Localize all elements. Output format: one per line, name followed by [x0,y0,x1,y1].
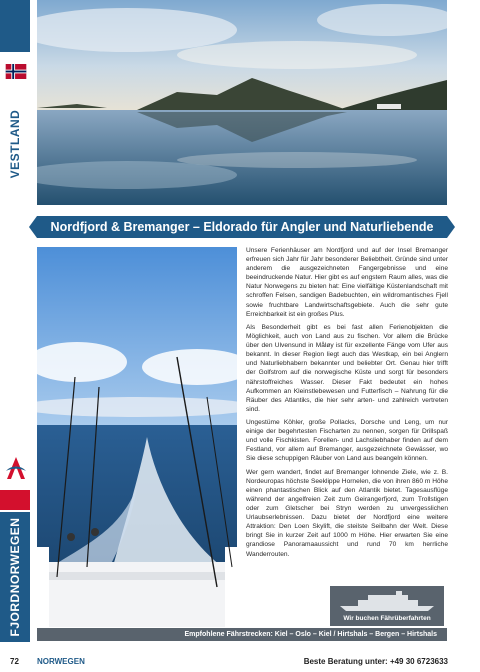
fishing-boat-photo [37,247,237,627]
article-paragraph: Ungestüme Köhler, große Pollacks, Dorsche und Leng, um nur einige der begehrtesten Fischarten zu nennen, sorgen für Drillspaß und volle Fischkisten. Forellen- und Lachsliebhaber finden auf dem Festland, vor allem auf Bremanger, ausgezeichnete Gewässer, wo Sie diese schuppigen Räuber von Land aus beangeln können. [246,419,448,463]
ferry-booking-box[interactable] [330,586,444,626]
ferry-routes-bar [37,628,447,641]
region-label-bottom [0,512,30,642]
article-title: Nordfjord & Bremanger – Eldorado für Angler und Naturliebende [50,220,434,234]
article-paragraph: Wer gern wandert, findet auf Bremanger lohnende Ziele, wie z. B. Nordeuropas höchste Seeklippe Hornelen, die von ihren 860 m Höhe einen phantastischen Blick auf den Atlantik bietet. Tagesausflüge während der angelfreien Zeit zum Geirangerfjord, zum Trollstigen oder zum Gletscher bei Stryn werden zu unvergesslichen Urlaubserlebnissen. Dazu bietet der Nordfjord eine weitere Attraktion: Den Loen Skylift, die steilste Seilbahn der Welt. Diese bringt Sie in kurzer Zeit auf 1000 m Höhe. Hier erwarten Sie eine grandiose Panoramaaussicht und rund 70 km herrliche Wanderrouten. [246,468,448,558]
region-top-text: VESTLAND [8,109,22,179]
footer-section: NORWEGEN [37,657,85,666]
rail-red-marker [0,490,30,510]
article-body [246,246,448,563]
article-title-banner [37,216,447,238]
page-footer [0,652,480,672]
ferry-ship-icon [338,590,436,612]
rail-top-marker [0,0,30,52]
left-rail [0,0,30,672]
article-paragraph: Unsere Ferienhäuser am Nordfjord und auf der Insel Bremanger erfreuen sich Jahr für Jahr besonderer Beliebtheit. Gründe sind unter anderem die ausgezeichneten Fangergebnisse und eine beeindruckende Natur. Hier gibt es auf engstem Raum alles, was die Natur Norwegens zu bieten hat: Eine vielfältige Küstenlandschaft mit schroffen Felsen, sandigen Badebuchten, ein wildromantisches Fjell sowie fruchtbare Landwirtschaftsgebiete. Auch die sehr gute Erreichbarkeit ist ein großes Plus. [246,247,448,318]
footer-contact: Beste Beratung unter: +49 30 6723633 [303,657,448,666]
company-logo-icon [4,453,28,483]
region-label-top [0,84,30,204]
fjord-photo [37,0,447,205]
norway-flag-icon [5,64,27,79]
ferry-routes-text: Empfohlene Fährstrecken: Kiel – Oslo – Kiel / Hirtshals – Bergen – Hirtshals [184,631,437,638]
ferry-booking-label: Wir buchen Fährüberfahrten [343,615,431,622]
page-number: 72 [10,657,19,666]
region-bottom-text: FJORDNORWEGEN [8,517,22,637]
article-paragraph: Als Besonderheit gibt es bei fast allen Ferienobjekten die Möglichkeit, auch von Land aus zu fischen. Vor allem die Brücke über den Ulvensund in Måløy ist für exzellente Fänge vom Ufer aus bekannt. In dieser Region liegt auch das Westkap, ein bei Anglern und Naturliebhabern bekannter und beliebter Ort. Genau hier trifft der Golfstrom auf die norwegische Küste und sorgt für besonders nährstoffreiches Wasser. Dieser Fakt bedeutet ein hohes Aufkommen an Kleinstlebewesen und Futterfisch – Nahrung für die Räuber des Atlantiks, die hier sehr arten- und zahlreich vertreten sind. [246,323,448,413]
